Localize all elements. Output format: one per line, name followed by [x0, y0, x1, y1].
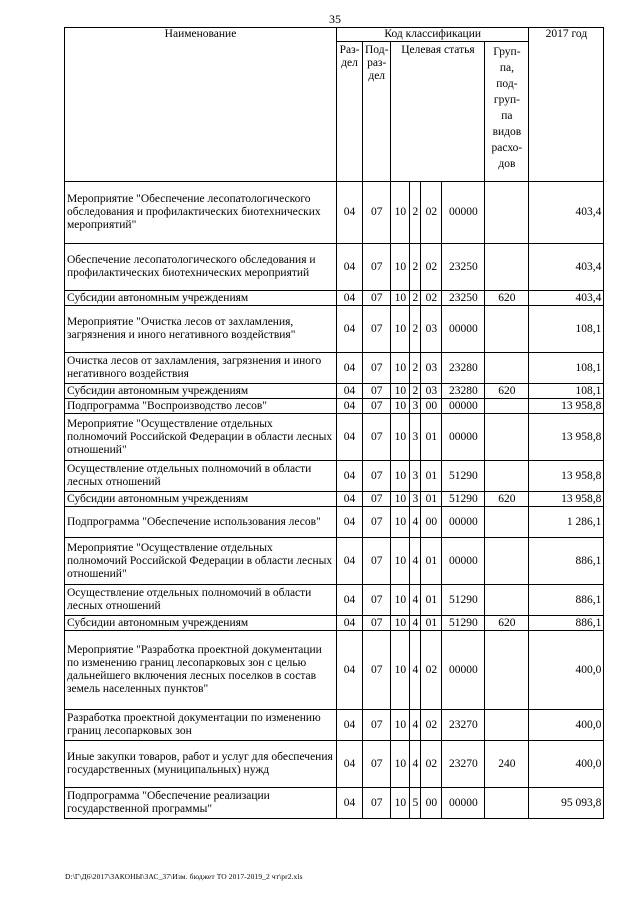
row-target-subprogram: 3 — [410, 492, 421, 507]
row-name: Мероприятие "Очистка лесов от захламления, загрязнения и иного негативного воздействия" — [65, 306, 337, 353]
header-section: Раз- дел — [337, 42, 363, 182]
file-path-footer: D:\Г\Д6\2017\ЗАКОНЫ\ЗАС_37\Изм. бюджет ТО 2017-2019_2 чт\pr2.xls — [65, 872, 303, 881]
row-name: Подпрограмма "Обеспечение использования лесов" — [65, 507, 337, 538]
table-row — [65, 182, 604, 244]
row-target-program: 10 — [391, 399, 410, 414]
row-expense-type — [485, 306, 529, 353]
row-target-subprogram: 4 — [410, 616, 421, 631]
row-target-event: 02 — [421, 182, 442, 244]
row-amount-2017: 403,4 — [529, 182, 604, 244]
page-number: 35 — [329, 12, 341, 26]
row-target-direction: 00000 — [442, 788, 485, 819]
header-subsection: Под- раз- дел — [363, 42, 391, 182]
row-target-program: 10 — [391, 384, 410, 399]
row-target-direction: 51290 — [442, 585, 485, 616]
row-name: Субсидии автономным учреждениям — [65, 291, 337, 306]
row-target-subprogram: 3 — [410, 461, 421, 492]
row-subsection: 07 — [363, 291, 391, 306]
row-subsection: 07 — [363, 306, 391, 353]
row-target-event: 01 — [421, 616, 442, 631]
table-row — [65, 538, 604, 585]
row-target-event: 01 — [421, 461, 442, 492]
row-amount-2017: 886,1 — [529, 585, 604, 616]
row-amount-2017: 95 093,8 — [529, 788, 604, 819]
row-target-program: 10 — [391, 182, 410, 244]
header-name: Наименование — [65, 28, 337, 182]
table-row — [65, 353, 604, 384]
row-subsection: 07 — [363, 492, 391, 507]
row-section: 04 — [337, 384, 363, 399]
row-amount-2017: 886,1 — [529, 616, 604, 631]
row-expense-type: 620 — [485, 384, 529, 399]
row-expense-type — [485, 507, 529, 538]
table-row — [65, 306, 604, 353]
row-section: 04 — [337, 182, 363, 244]
row-target-event: 01 — [421, 538, 442, 585]
row-subsection: 07 — [363, 384, 391, 399]
table-row — [65, 507, 604, 538]
row-target-event: 00 — [421, 507, 442, 538]
row-target-program: 10 — [391, 616, 410, 631]
row-target-event: 03 — [421, 384, 442, 399]
row-target-direction: 23270 — [442, 710, 485, 741]
row-section: 04 — [337, 616, 363, 631]
row-target-subprogram: 2 — [410, 244, 421, 291]
row-subsection: 07 — [363, 585, 391, 616]
row-amount-2017: 13 958,8 — [529, 414, 604, 461]
row-expense-type — [485, 353, 529, 384]
row-subsection: 07 — [363, 788, 391, 819]
row-target-direction: 51290 — [442, 461, 485, 492]
row-expense-type — [485, 461, 529, 492]
row-target-direction: 00000 — [442, 399, 485, 414]
row-target-subprogram: 4 — [410, 507, 421, 538]
row-target-event: 00 — [421, 788, 442, 819]
row-target-program: 10 — [391, 631, 410, 710]
row-name: Субсидии автономным учреждениям — [65, 384, 337, 399]
row-name: Очистка лесов от захламления, загрязнения и иного негативного воздействия — [65, 353, 337, 384]
row-target-event: 01 — [421, 585, 442, 616]
row-subsection: 07 — [363, 244, 391, 291]
row-target-direction: 00000 — [442, 631, 485, 710]
row-target-subprogram: 4 — [410, 631, 421, 710]
row-target-program: 10 — [391, 353, 410, 384]
row-target-program: 10 — [391, 538, 410, 585]
row-amount-2017: 403,4 — [529, 244, 604, 291]
row-target-event: 02 — [421, 244, 442, 291]
row-target-program: 10 — [391, 710, 410, 741]
table-body — [65, 182, 604, 819]
row-expense-type: 240 — [485, 741, 529, 788]
row-target-event: 02 — [421, 631, 442, 710]
row-target-subprogram: 4 — [410, 538, 421, 585]
row-target-direction: 23270 — [442, 741, 485, 788]
row-name: Подпрограмма "Обеспечение реализации государственной программы" — [65, 788, 337, 819]
table-row — [65, 291, 604, 306]
row-target-event: 02 — [421, 741, 442, 788]
row-section: 04 — [337, 399, 363, 414]
row-target-program: 10 — [391, 414, 410, 461]
row-target-direction: 23280 — [442, 384, 485, 399]
row-target-direction: 23250 — [442, 244, 485, 291]
row-target-program: 10 — [391, 244, 410, 291]
row-expense-type — [485, 182, 529, 244]
row-target-direction: 00000 — [442, 538, 485, 585]
row-target-event: 02 — [421, 710, 442, 741]
table-row — [65, 244, 604, 291]
row-target-direction: 00000 — [442, 507, 485, 538]
row-name: Подпрограмма "Воспроизводство лесов" — [65, 399, 337, 414]
row-target-subprogram: 3 — [410, 414, 421, 461]
table-row — [65, 585, 604, 616]
row-expense-type — [485, 399, 529, 414]
row-expense-type — [485, 710, 529, 741]
row-section: 04 — [337, 710, 363, 741]
row-target-subprogram: 4 — [410, 741, 421, 788]
row-target-program: 10 — [391, 291, 410, 306]
row-section: 04 — [337, 414, 363, 461]
row-target-event: 03 — [421, 306, 442, 353]
row-name: Осуществление отдельных полномочий в области лесных отношений — [65, 461, 337, 492]
row-target-event: 01 — [421, 492, 442, 507]
row-expense-type — [485, 585, 529, 616]
row-name: Обеспечение лесопатологического обследования и профилактических биотехнических мероприятий — [65, 244, 337, 291]
header-year: 2017 год — [529, 28, 604, 182]
table-row — [65, 710, 604, 741]
table-row — [65, 492, 604, 507]
table-row — [65, 461, 604, 492]
header-expense-type: Груп- па, под- груп- па видов расхо- дов — [485, 42, 529, 182]
table-row — [65, 788, 604, 819]
row-name: Мероприятие "Разработка проектной документации по изменению границ лесопарковых зон с целью дальнейшего включения лесных поселков в состав земель населенных пунктов" — [65, 631, 337, 710]
row-section: 04 — [337, 631, 363, 710]
row-expense-type — [485, 244, 529, 291]
row-amount-2017: 400,0 — [529, 741, 604, 788]
table-row — [65, 399, 604, 414]
row-name: Осуществление отдельных полномочий в области лесных отношений — [65, 585, 337, 616]
row-target-event: 01 — [421, 414, 442, 461]
row-expense-type: 620 — [485, 616, 529, 631]
row-target-subprogram: 3 — [410, 399, 421, 414]
row-section: 04 — [337, 538, 363, 585]
row-target-direction: 23280 — [442, 353, 485, 384]
row-target-direction: 51290 — [442, 492, 485, 507]
row-expense-type — [485, 788, 529, 819]
row-target-program: 10 — [391, 585, 410, 616]
row-amount-2017: 13 958,8 — [529, 492, 604, 507]
row-target-subprogram: 5 — [410, 788, 421, 819]
row-target-program: 10 — [391, 507, 410, 538]
table-row — [65, 741, 604, 788]
row-section: 04 — [337, 507, 363, 538]
row-target-subprogram: 2 — [410, 291, 421, 306]
row-subsection: 07 — [363, 631, 391, 710]
row-target-program: 10 — [391, 788, 410, 819]
row-subsection: 07 — [363, 414, 391, 461]
row-subsection: 07 — [363, 182, 391, 244]
row-target-subprogram: 2 — [410, 384, 421, 399]
row-section: 04 — [337, 788, 363, 819]
row-section: 04 — [337, 741, 363, 788]
row-target-direction: 00000 — [442, 182, 485, 244]
table-row — [65, 616, 604, 631]
row-section: 04 — [337, 291, 363, 306]
header-code-group: Код классификации — [337, 28, 529, 42]
row-target-program: 10 — [391, 492, 410, 507]
row-name: Мероприятие "Осуществление отдельных полномочий Российской Федерации в области лесных отношений" — [65, 538, 337, 585]
row-expense-type: 620 — [485, 492, 529, 507]
row-section: 04 — [337, 461, 363, 492]
row-section: 04 — [337, 585, 363, 616]
row-name: Субсидии автономным учреждениям — [65, 492, 337, 507]
row-target-subprogram: 4 — [410, 710, 421, 741]
row-target-direction: 51290 — [442, 616, 485, 631]
row-name: Мероприятие "Осуществление отдельных полномочий Российской Федерации в области лесных отношений" — [65, 414, 337, 461]
table-row — [65, 384, 604, 399]
row-target-program: 10 — [391, 306, 410, 353]
row-amount-2017: 403,4 — [529, 291, 604, 306]
row-name: Иные закупки товаров, работ и услуг для обеспечения государственных (муниципальных) нужд — [65, 741, 337, 788]
row-target-event: 00 — [421, 399, 442, 414]
row-subsection: 07 — [363, 538, 391, 585]
row-target-subprogram: 2 — [410, 306, 421, 353]
row-amount-2017: 400,0 — [529, 631, 604, 710]
table-row — [65, 414, 604, 461]
row-subsection: 07 — [363, 353, 391, 384]
row-subsection: 07 — [363, 710, 391, 741]
row-amount-2017: 108,1 — [529, 306, 604, 353]
row-amount-2017: 108,1 — [529, 384, 604, 399]
row-target-direction: 23250 — [442, 291, 485, 306]
row-expense-type — [485, 414, 529, 461]
row-amount-2017: 886,1 — [529, 538, 604, 585]
row-target-subprogram: 2 — [410, 182, 421, 244]
budget-table — [64, 27, 604, 819]
row-amount-2017: 13 958,8 — [529, 399, 604, 414]
row-amount-2017: 13 958,8 — [529, 461, 604, 492]
row-expense-type — [485, 538, 529, 585]
row-amount-2017: 108,1 — [529, 353, 604, 384]
row-subsection: 07 — [363, 399, 391, 414]
row-target-subprogram: 2 — [410, 353, 421, 384]
row-name: Мероприятие "Обеспечение лесопатологического обследования и профилактических биотехнических мероприятий" — [65, 182, 337, 244]
row-expense-type: 620 — [485, 291, 529, 306]
row-target-event: 02 — [421, 291, 442, 306]
row-amount-2017: 400,0 — [529, 710, 604, 741]
row-subsection: 07 — [363, 507, 391, 538]
row-expense-type — [485, 631, 529, 710]
row-subsection: 07 — [363, 461, 391, 492]
row-target-subprogram: 4 — [410, 585, 421, 616]
row-name: Субсидии автономным учреждениям — [65, 616, 337, 631]
row-section: 04 — [337, 353, 363, 384]
row-subsection: 07 — [363, 741, 391, 788]
row-target-event: 03 — [421, 353, 442, 384]
row-target-direction: 00000 — [442, 306, 485, 353]
row-target-program: 10 — [391, 741, 410, 788]
row-section: 04 — [337, 306, 363, 353]
table-row — [65, 631, 604, 710]
row-amount-2017: 1 286,1 — [529, 507, 604, 538]
row-target-direction: 00000 — [442, 414, 485, 461]
row-subsection: 07 — [363, 616, 391, 631]
row-name: Разработка проектной документации по изменению границ лесопарковых зон — [65, 710, 337, 741]
row-target-program: 10 — [391, 461, 410, 492]
row-section: 04 — [337, 492, 363, 507]
row-section: 04 — [337, 244, 363, 291]
header-target: Целевая статья — [391, 42, 485, 182]
